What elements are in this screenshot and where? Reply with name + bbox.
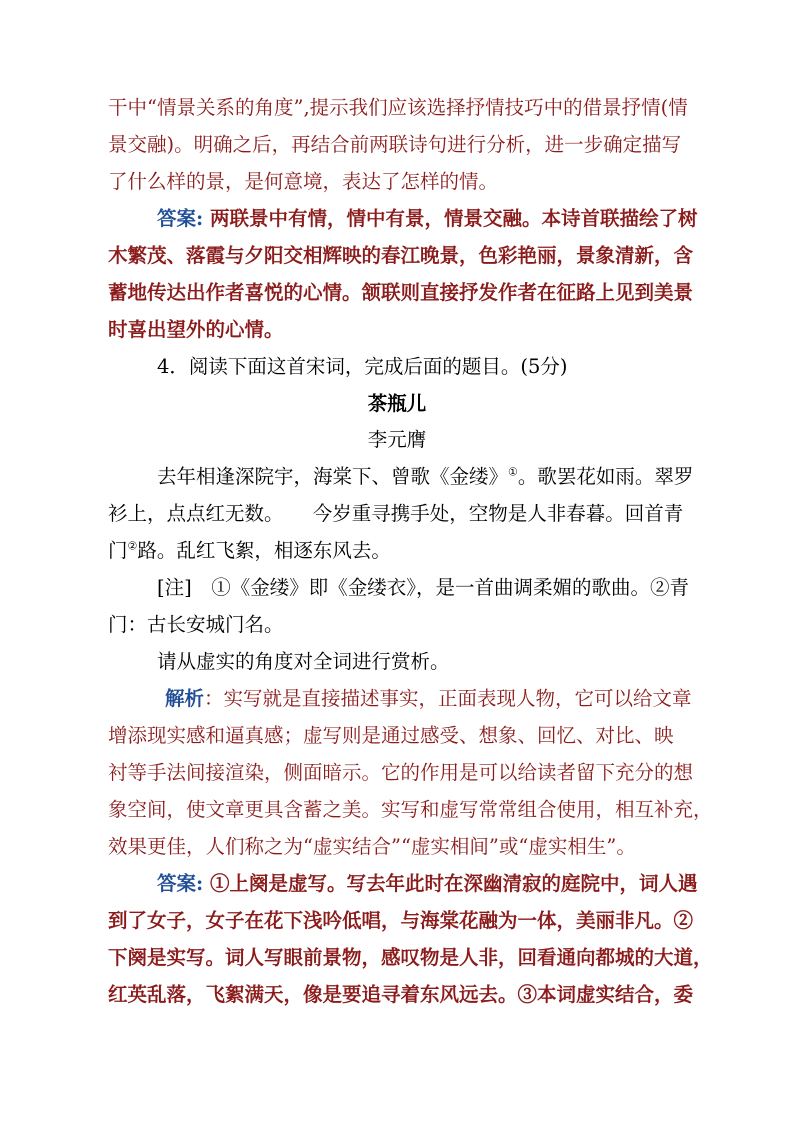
prev-answer-label: 答案: <box>157 207 204 230</box>
poem-author: 李元膺 <box>367 428 427 451</box>
poem-line-3b: 路。乱红飞絮，相逐东风去。 <box>137 539 391 562</box>
analysis-line-4: 象空间，使文章更具含蓄之美。实写和虚写常常组合使用，相互补充， <box>108 798 713 821</box>
prev-answer-line-1 <box>0 204 794 234</box>
poem-note-line-1: [注] ①《金缕》即《金缕衣》，是一首曲调柔媚的歌曲。②青 <box>157 576 689 599</box>
analysis-text-1: ：实写就是直接描述事实，正面表现人物，它可以给文章 <box>204 687 692 710</box>
answer-line-4: 红英乱落，飞絮满天，像是要追寻着东风远去。③本词虚实结合，委 <box>108 983 694 1006</box>
answer-line-2: 到了女子，女子在花下浅吟低唱，与海棠花融为一体，美丽非凡。② <box>108 909 694 932</box>
poem-line-1 <box>0 462 794 492</box>
analysis-line-2: 增添现实感和逼真感；虚写则是通过感受、想象、回忆、对比、映 <box>108 724 674 747</box>
analysis-line-5: 效果更佳，人们称之为“虚实结合”“虚实相间”或“虚实相生”。 <box>108 835 636 858</box>
analysis-label: 解析 <box>165 687 205 710</box>
poem-title: 茶瓶儿 <box>367 392 427 415</box>
poem-line-1a: 去年相逢深院宇，海棠下、曾歌《金缕》 <box>157 465 509 488</box>
analysis-line-3: 衬等手法间接渲染，侧面暗示。它的作用是可以给读者留下充分的想 <box>108 761 694 784</box>
prev-analysis-line-3: 了什么样的景，是何意境，表达了怎样的情。 <box>108 170 499 193</box>
prev-answer-line-2: 木繁茂、落霞与夕阳交相辉映的春江晚景，色彩艳丽，景象清新，含 <box>108 244 694 267</box>
question-4-instruction: 请从虚实的角度对全词进行赏析。 <box>157 650 450 673</box>
poem-line-2: 衫上，点点红无数。 今岁重寻携手处，空物是人非春暮。回首青 <box>108 502 684 525</box>
poem-line-3a: 门 <box>108 539 128 562</box>
prev-answer-line-4: 时喜出望外的心情。 <box>108 318 284 341</box>
poem-line-1b: 。歌罢花如雨。翠罗 <box>517 465 694 488</box>
prev-answer-line-3: 蓄地传达出作者喜悦的心情。颔联则直接抒发作者在征路上见到美景 <box>108 281 694 304</box>
answer-label: 答案: <box>157 872 204 895</box>
answer-line-3: 下阕是实写。词人写眼前景物，感叹物是人非，回看通向都城的大道， <box>108 946 713 969</box>
note-ref-1: ① <box>508 465 518 479</box>
prev-analysis-line-2: 景交融)。明确之后，再结合前两联诗句进行分析，进一步确定描写 <box>108 133 682 156</box>
answer-line-1 <box>0 869 794 899</box>
prev-analysis-line-1: 干中“情景关系的角度”,提示我们应该选择抒情技巧中的借景抒情(情 <box>108 96 688 119</box>
answer-text-1: ①上阕是虚写。写去年此时在深幽清寂的庭院中，词人遇 <box>203 872 698 895</box>
poem-note-line-2: 门：古长安城门名。 <box>108 613 284 636</box>
note-ref-2: ② <box>127 539 138 553</box>
analysis-line-1 <box>0 684 794 714</box>
question-4-prompt: 4．阅读下面这首宋词，完成后面的题目。(5分) <box>157 355 568 378</box>
poem-line-3 <box>0 536 794 566</box>
prev-answer-text-1: 两联景中有情，情中有景，情景交融。本诗首联描绘了树 <box>203 207 698 230</box>
